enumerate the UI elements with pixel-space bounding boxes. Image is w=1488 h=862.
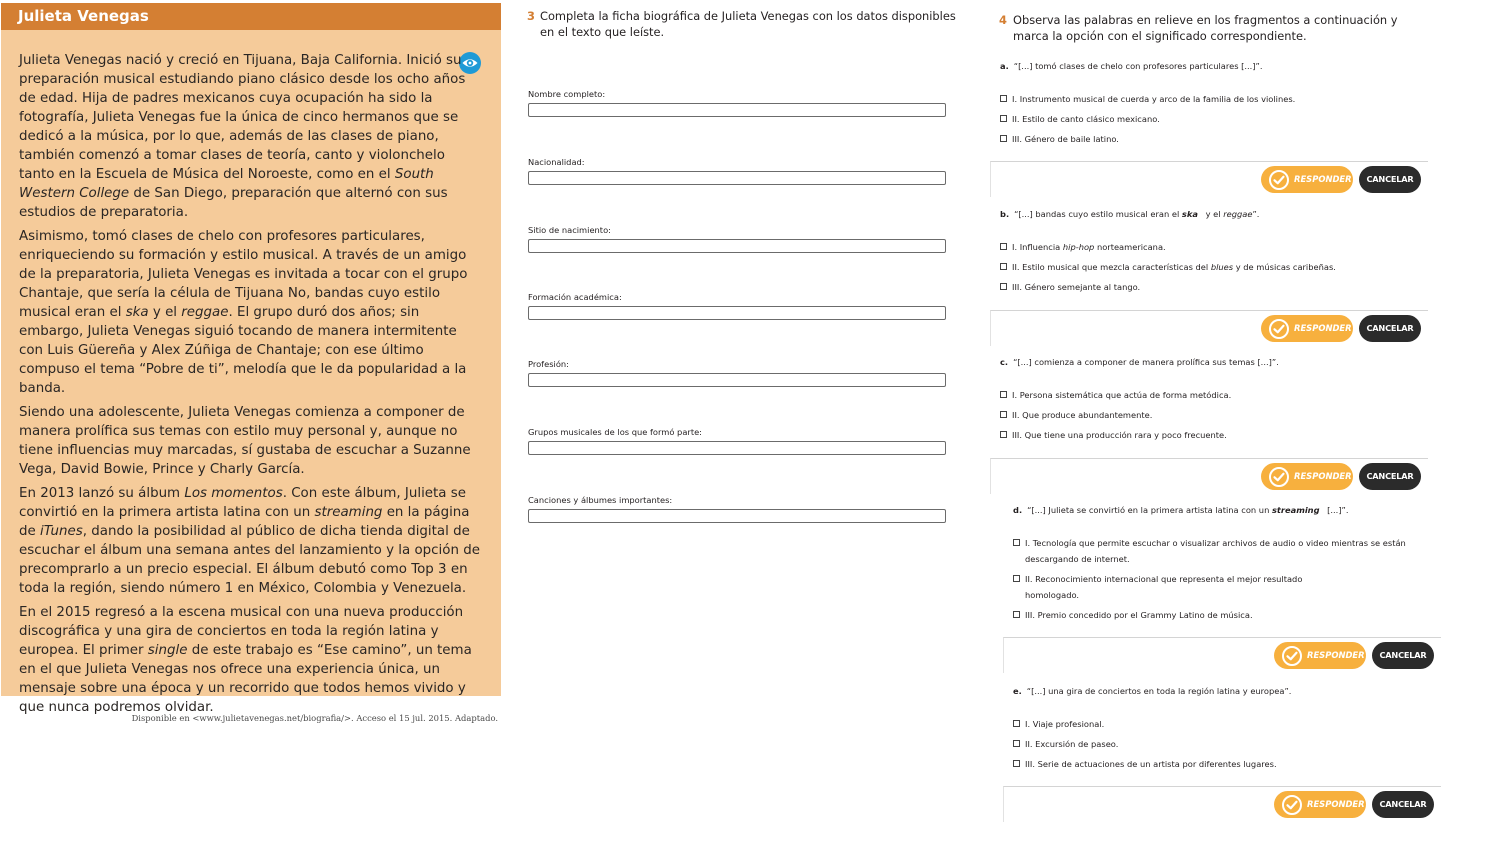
field-label: Formación académica: [528, 292, 622, 302]
option-checkbox[interactable] [1013, 740, 1020, 747]
answer-option[interactable]: I. Persona sistemática que actúa de forma metódica. [1012, 390, 1232, 400]
answer-option[interactable]: I. Viaje profesional. [1025, 719, 1105, 729]
reading-panel [1, 3, 501, 715]
respond-button-label: RESPONDER [1307, 650, 1365, 660]
cancel-button[interactable]: CANCELAR [1372, 642, 1434, 669]
option-checkbox[interactable] [1000, 283, 1007, 290]
answer-option-continuation: descargando de internet. [1025, 554, 1130, 564]
exercise-3-number: 3 [527, 9, 535, 23]
reading-paragraph-3: Siendo una adolescente, Julieta Venegas comienza a componer de manera prolífica sus temas con estilo muy personal y, aunque no tiene influencias muy marcadas, sí gustaba de escuchar a Suzanne Vega, David Bowie, Prince y Charly García. [19, 405, 471, 478]
respond-button-label: RESPONDER [1294, 323, 1352, 333]
field-label: Canciones y álbumes importantes: [528, 495, 673, 505]
reading-paragraph-italic: South Western College [19, 167, 434, 202]
option-checkbox[interactable] [1013, 760, 1020, 767]
question-prompt-highlight: streaming [1271, 505, 1320, 515]
respond-button[interactable] [1274, 642, 1366, 669]
reading-paragraph-5: En el 2015 regresó a la escena musical con una nueva producción discográfica y una gira de conciertos en toda la región latina y europea. El primer single de este trabajo es “Ese camino”, un tema en el que Julieta Venegas nos ofrece una experiencia única, un mensaje sobre una época y un recorrido que todos hemos vivido y que nunca podremos olvidar. [19, 604, 472, 715]
answer-option-italic: hip-hop [1062, 242, 1095, 252]
answer-option[interactable]: III. Premio concedido por el Grammy Latino de música. [1025, 610, 1253, 620]
question-prompt-italic: reggae [1223, 209, 1253, 219]
answer-option[interactable]: III. Serie de actuaciones de un artista por diferentes lugares. [1025, 759, 1277, 769]
question-prompt: c. “[...] comienza a componer de manera prolífica sus temas [...]”. [1000, 357, 1279, 367]
reading-text [19, 51, 481, 722]
respond-button-label: RESPONDER [1307, 799, 1365, 809]
reading-paragraph-2: Asimismo, tomó clases de chelo con profesores particulares, enriqueciendo su formación y estilo musical. A través de un amigo de la preparatoria, Julieta Venegas es invitada a tocar con el grupo Chantaje, que sería la célula de Tijuana No, bandas cuyo estilo musical eran el ska y el reggae. El grupo duró dos años; sin embargo, Julieta Venegas siguió tocando de manera intermitente con Luis Güereña y Alex Zúñiga de Chantaje; con ese último compuso el tema “Pobre de ti”, melodía que le da popularidad a la banda. [19, 229, 468, 397]
reading-paragraph-italic: Los momentos [184, 485, 283, 501]
question-prompt: e. “[...] una gira de conciertos en toda la región latina y europea”. [1013, 686, 1292, 696]
reading-paragraph-italic: iTunes [40, 523, 83, 539]
answer-option[interactable]: II. Excursión de paseo. [1025, 739, 1119, 749]
option-checkbox[interactable] [1000, 411, 1007, 418]
answer-option[interactable]: I. Instrumento musical de cuerda y arco de la familia de los violines. [1012, 94, 1296, 104]
check-icon [1269, 319, 1289, 339]
question-actions [1003, 786, 1441, 822]
biography-input-field[interactable] [528, 171, 946, 185]
respond-button[interactable] [1261, 463, 1353, 490]
answer-option-italic: blues [1210, 262, 1234, 272]
source-citation: Disponible en <www.julietavenegas.net/biografia/>. Acceso el 15 jul. 2015. Adaptado. [131, 713, 498, 723]
answer-option[interactable]: II. Estilo de canto clásico mexicano. [1012, 114, 1160, 124]
option-checkbox[interactable] [1000, 135, 1007, 142]
answer-option[interactable]: II. Reconocimiento internacional que representa el mejor resultado [1025, 574, 1303, 584]
option-checkbox[interactable] [1013, 539, 1020, 546]
exercise-4-number: 4 [999, 13, 1007, 27]
option-checkbox[interactable] [1000, 115, 1007, 122]
answer-option[interactable]: II. Que produce abundantemente. [1012, 410, 1153, 420]
check-icon [1269, 467, 1289, 487]
field-label: Nombre completo: [528, 89, 606, 99]
answer-option[interactable]: III. Género de baile latino. [1012, 134, 1119, 144]
option-checkbox[interactable] [1013, 575, 1020, 582]
reading-paragraph-1: Julieta Venegas nació y creció en Tijuana, Baja California. Inició su preparación musical estudiando piano clásico desde los ocho años de edad. Hija de padres mexicanos cuya ocupación ha sido la fotografía, Julieta Venegas fue la única de cinco hermanos que se dedicó a la música, por lo que, además de las clases de piano, también comenzó a tomar clases de teoría, canto y violonchelo tanto en la Escuela de Música del Noroeste, como en el South Western College de San Diego, preparación que alternó con sus estudios de preparatoria. [19, 53, 466, 221]
exercise-3-instructions: Completa la ficha biográfica de Julieta Venegas con los datos disponibles en el texto que leíste. [540, 9, 956, 39]
cancel-button[interactable]: CANCELAR [1372, 791, 1434, 818]
field-label: Nacionalidad: [528, 157, 585, 167]
biography-input-field[interactable] [528, 103, 946, 117]
question-prompt: a. “[...] tomó clases de chelo con profesores particulares [...]”. [1000, 61, 1263, 71]
biography-input-field[interactable] [528, 441, 946, 455]
cancel-button[interactable]: CANCELAR [1359, 463, 1421, 490]
check-icon [1282, 646, 1302, 666]
answer-option-continuation: homologado. [1025, 590, 1080, 600]
check-icon [1282, 795, 1302, 815]
biography-input-field[interactable] [528, 509, 946, 523]
reading-paragraph-italic: streaming [314, 504, 383, 520]
reading-paragraph-italic: single [147, 642, 188, 658]
question-actions [1003, 637, 1441, 673]
respond-button-label: RESPONDER [1294, 471, 1352, 481]
respond-button-label: RESPONDER [1294, 174, 1352, 184]
biography-input-field[interactable] [528, 373, 946, 387]
exercise-4-instructions: Observa las palabras en relieve en los fragmentos a continuación y marca la opción con el significado correspondiente. [1013, 13, 1398, 43]
respond-button[interactable] [1261, 315, 1353, 342]
reading-title: Julieta Venegas [1, 3, 501, 30]
question-letter: e. [1013, 686, 1022, 696]
option-checkbox[interactable] [1013, 720, 1020, 727]
reading-paragraph-italic: ska [125, 305, 149, 321]
reading-paragraph-4: En 2013 lanzó su álbum Los momentos. Con este álbum, Julieta se convirtió en la primera artista latina con un streaming en la página de iTunes, dando la posibilidad al público de dicha tienda digital de escuchar el álbum una semana antes del lanzamiento y la opción de precomprarlo a un precio especial. El álbum debutó como Top 3 en toda la región, siendo número 1 en México, Colombia y Venezuela. [19, 485, 480, 597]
cancel-button[interactable]: CANCELAR [1359, 166, 1421, 193]
field-label: Sitio de nacimiento: [528, 225, 611, 235]
answer-option[interactable]: I. Tecnología que permite escuchar o visualizar archivos de audio o video mientras se están [1025, 538, 1406, 548]
question-actions [990, 458, 1428, 494]
field-label: Grupos musicales de los que formó parte: [528, 427, 702, 437]
question-letter: d. [1013, 505, 1023, 515]
question-actions [990, 310, 1428, 346]
question-letter: a. [1000, 61, 1009, 71]
respond-button[interactable] [1274, 791, 1366, 818]
option-checkbox[interactable] [1000, 95, 1007, 102]
check-icon [1269, 170, 1289, 190]
cancel-button[interactable]: CANCELAR [1359, 315, 1421, 342]
question-prompt: b. “[...] bandas cuyo estilo musical eran el ska y el reggae”. [1000, 209, 1260, 219]
biography-input-field[interactable] [528, 239, 946, 253]
question-letter: c. [1000, 357, 1009, 367]
respond-button[interactable] [1261, 166, 1353, 193]
option-checkbox[interactable] [1000, 391, 1007, 398]
biography-input-field[interactable] [528, 306, 946, 320]
question-prompt-highlight: ska [1181, 209, 1198, 219]
answer-option[interactable]: III. Género semejante al tango. [1012, 282, 1141, 292]
answer-option[interactable]: I. Influencia hip-hop norteamericana. [1012, 242, 1166, 252]
option-checkbox[interactable] [1013, 611, 1020, 618]
answer-option[interactable]: II. Estilo musical que mezcla características del blues y de músicas caribeñas. [1012, 262, 1336, 272]
option-checkbox[interactable] [1000, 431, 1007, 438]
option-checkbox[interactable] [1000, 243, 1007, 250]
field-label: Profesión: [528, 359, 569, 369]
option-checkbox[interactable] [1000, 263, 1007, 270]
question-prompt: d. “[...] Julieta se convirtió en la primera artista latina con un streaming [...]”. [1013, 505, 1349, 515]
question-letter: b. [1000, 209, 1010, 219]
question-actions [990, 161, 1428, 197]
reading-paragraph-italic: reggae [181, 305, 229, 321]
answer-option[interactable]: III. Que tiene una producción rara y poco frecuente. [1012, 430, 1227, 440]
